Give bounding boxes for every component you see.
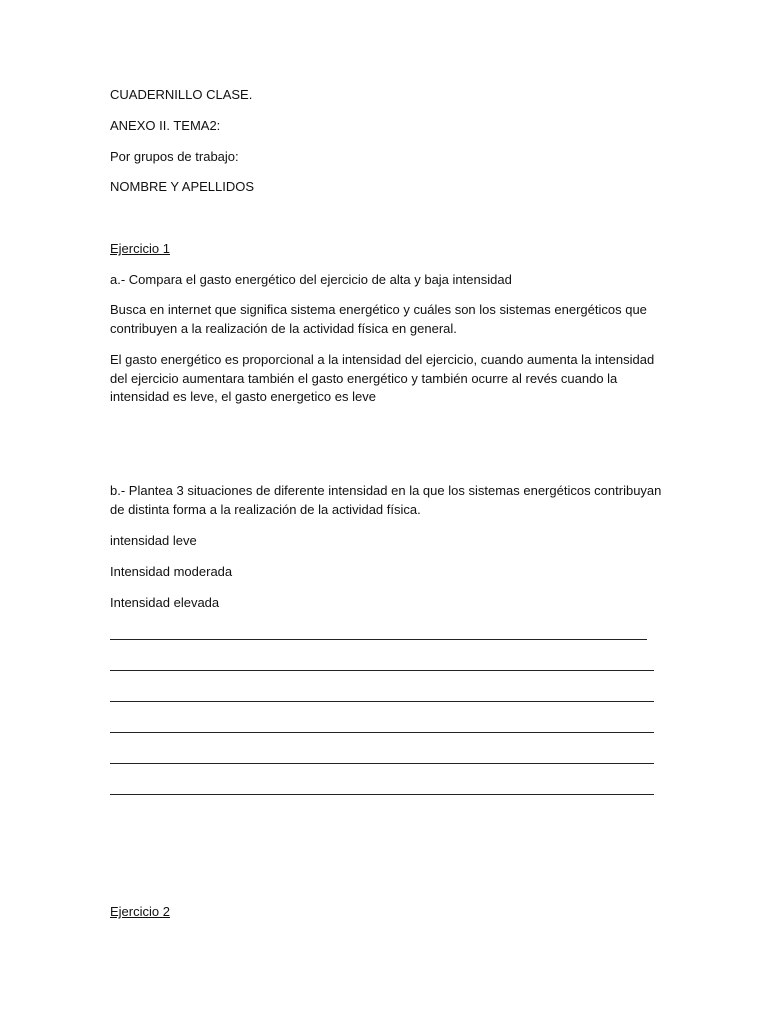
exercise-2-heading: Ejercicio 2 <box>110 904 170 919</box>
intensity-item-moderate: Intensidad moderada <box>110 564 233 579</box>
intensity-item-low: intensidad leve <box>110 533 197 548</box>
exercise-1-heading: Ejercicio 1 <box>110 241 170 256</box>
exercise-1b-question: b.- Plantea 3 situaciones de diferente intensidad en la que los sistemas energéticos contribuyan de distinta forma a la realización de la actividad física. <box>110 483 662 517</box>
groups-label: Por grupos de trabajo: <box>110 149 239 164</box>
answer-line <box>110 732 654 733</box>
exercise-1a-instruction: Busca en internet que significa sistema energético y cuáles son los sistemas energéticos que contribuyen a la realización de la actividad física en general. <box>110 302 647 336</box>
answer-line <box>110 639 647 640</box>
answer-line <box>110 670 654 671</box>
annex-label: ANEXO II. TEMA2: <box>110 118 221 133</box>
answer-line <box>110 701 654 702</box>
answer-line <box>110 794 654 795</box>
intensity-item-high: Intensidad elevada <box>110 595 220 610</box>
exercise-1a-answer: El gasto energético es proporcional a la intensidad del ejercicio, cuando aumenta la intensidad del ejercicio aumentara también el gasto energético y también ocurre al revés cuando la intensidad es leve, el gasto energetico es leve <box>110 352 655 404</box>
name-field-label: NOMBRE Y APELLIDOS <box>110 179 255 194</box>
answer-line <box>110 763 654 764</box>
document-title: CUADERNILLO CLASE. <box>110 87 253 102</box>
exercise-1a-question: a.- Compara el gasto energético del ejercicio de alta y baja intensidad <box>110 272 512 287</box>
